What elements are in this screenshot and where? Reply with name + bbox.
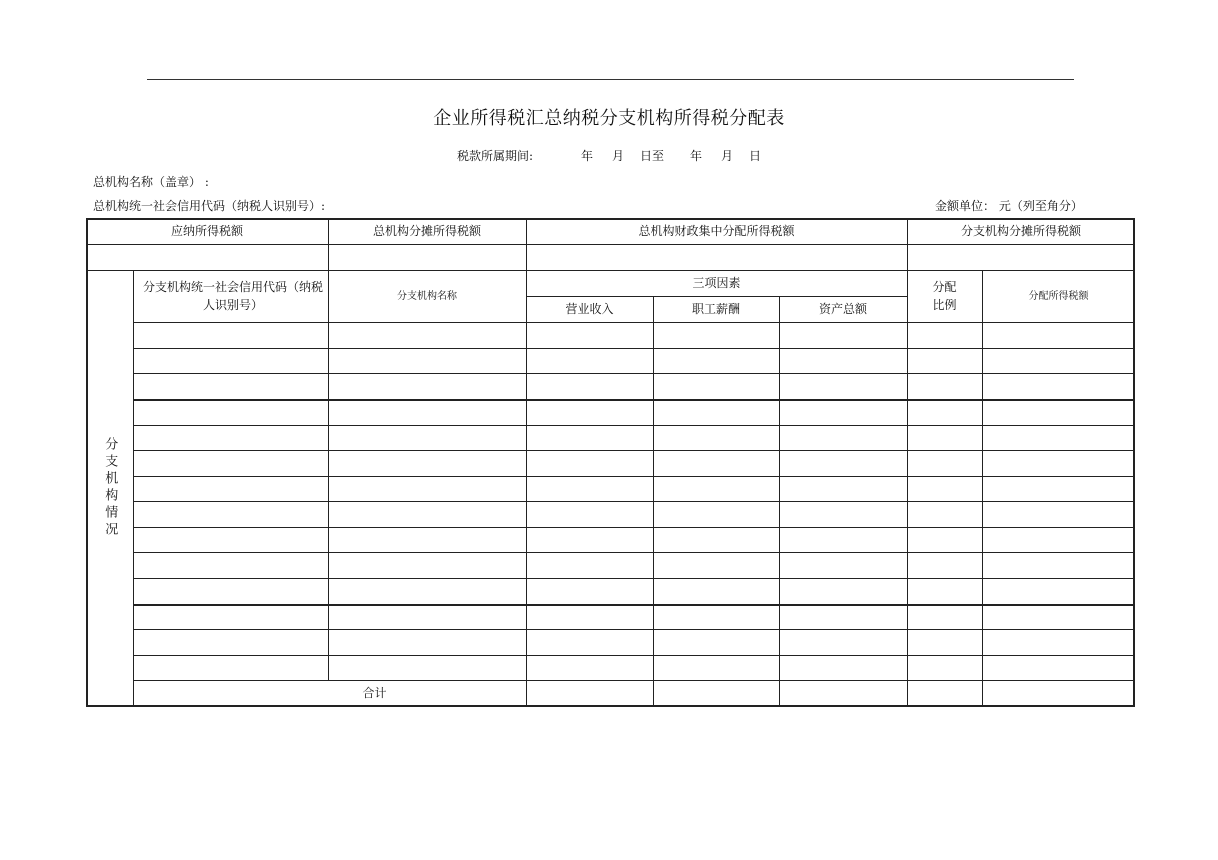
header-total-assets: 资产总额 xyxy=(818,302,867,316)
header-branch-name: 分支机构名称 xyxy=(397,290,457,302)
period-year-2: 年 xyxy=(690,149,703,163)
header-salaries: 职工薪酬 xyxy=(691,302,740,316)
form-title: 企业所得税汇总纳税分支机构所得税分配表 xyxy=(433,108,785,129)
row-line xyxy=(133,348,1135,349)
header-allocation-ratio: 分配比例 xyxy=(932,280,957,312)
row-line xyxy=(133,655,1135,656)
col-line xyxy=(779,296,780,707)
period-day-to: 日至 xyxy=(640,149,665,163)
row-line xyxy=(133,578,1135,579)
row-line xyxy=(133,629,1135,630)
row-line xyxy=(133,552,1135,553)
col-line xyxy=(328,270,329,680)
row-line xyxy=(133,399,1135,401)
header-hq-central-allocation: 总机构财政集中分配所得税额 xyxy=(638,224,795,238)
header-three-factors: 三项因素 xyxy=(692,276,741,290)
period-month-2: 月 xyxy=(721,149,734,163)
header-branch-credit-code: 分支机构统一社会信用代码（纳税人识别号） xyxy=(143,280,324,312)
hq-credit-code-label: 总机构统一社会信用代码（纳税人识别号）: xyxy=(93,199,326,213)
header-branch-share: 分支机构分摊所得税额 xyxy=(960,224,1081,238)
amount-unit-label: 金额单位： 元（列至角分） xyxy=(935,199,1083,213)
row-line xyxy=(133,450,1135,451)
col-line xyxy=(982,270,983,707)
row-line xyxy=(133,527,1135,528)
header-hq-share: 总机构分摊所得税额 xyxy=(372,224,481,238)
period-year-1: 年 xyxy=(581,149,594,163)
col-line xyxy=(133,270,134,707)
row-line xyxy=(133,322,1135,323)
row-line xyxy=(133,373,1135,374)
allocation-table xyxy=(86,218,1135,707)
row-line xyxy=(86,244,1135,245)
header-revenue: 营业收入 xyxy=(565,302,614,316)
top-rule xyxy=(147,79,1074,80)
table-border-bottom xyxy=(86,705,1135,707)
row-line xyxy=(133,476,1135,477)
hq-name-label: 总机构名称（盖章） : xyxy=(93,175,209,189)
period-month-1: 月 xyxy=(612,149,625,163)
row-line xyxy=(133,501,1135,502)
total-row-label: 合计 xyxy=(362,685,387,700)
header-allocated-tax: 分配所得税额 xyxy=(1028,290,1089,302)
header-tax-payable: 应纳所得税额 xyxy=(170,224,243,238)
col-line xyxy=(653,296,654,707)
period-label: 税款所属期间: xyxy=(457,149,534,163)
row-line xyxy=(133,604,1135,606)
row-line xyxy=(133,425,1135,426)
branch-section-label: 分支机构情况 xyxy=(102,436,118,539)
period-day-2: 日 xyxy=(749,149,762,163)
